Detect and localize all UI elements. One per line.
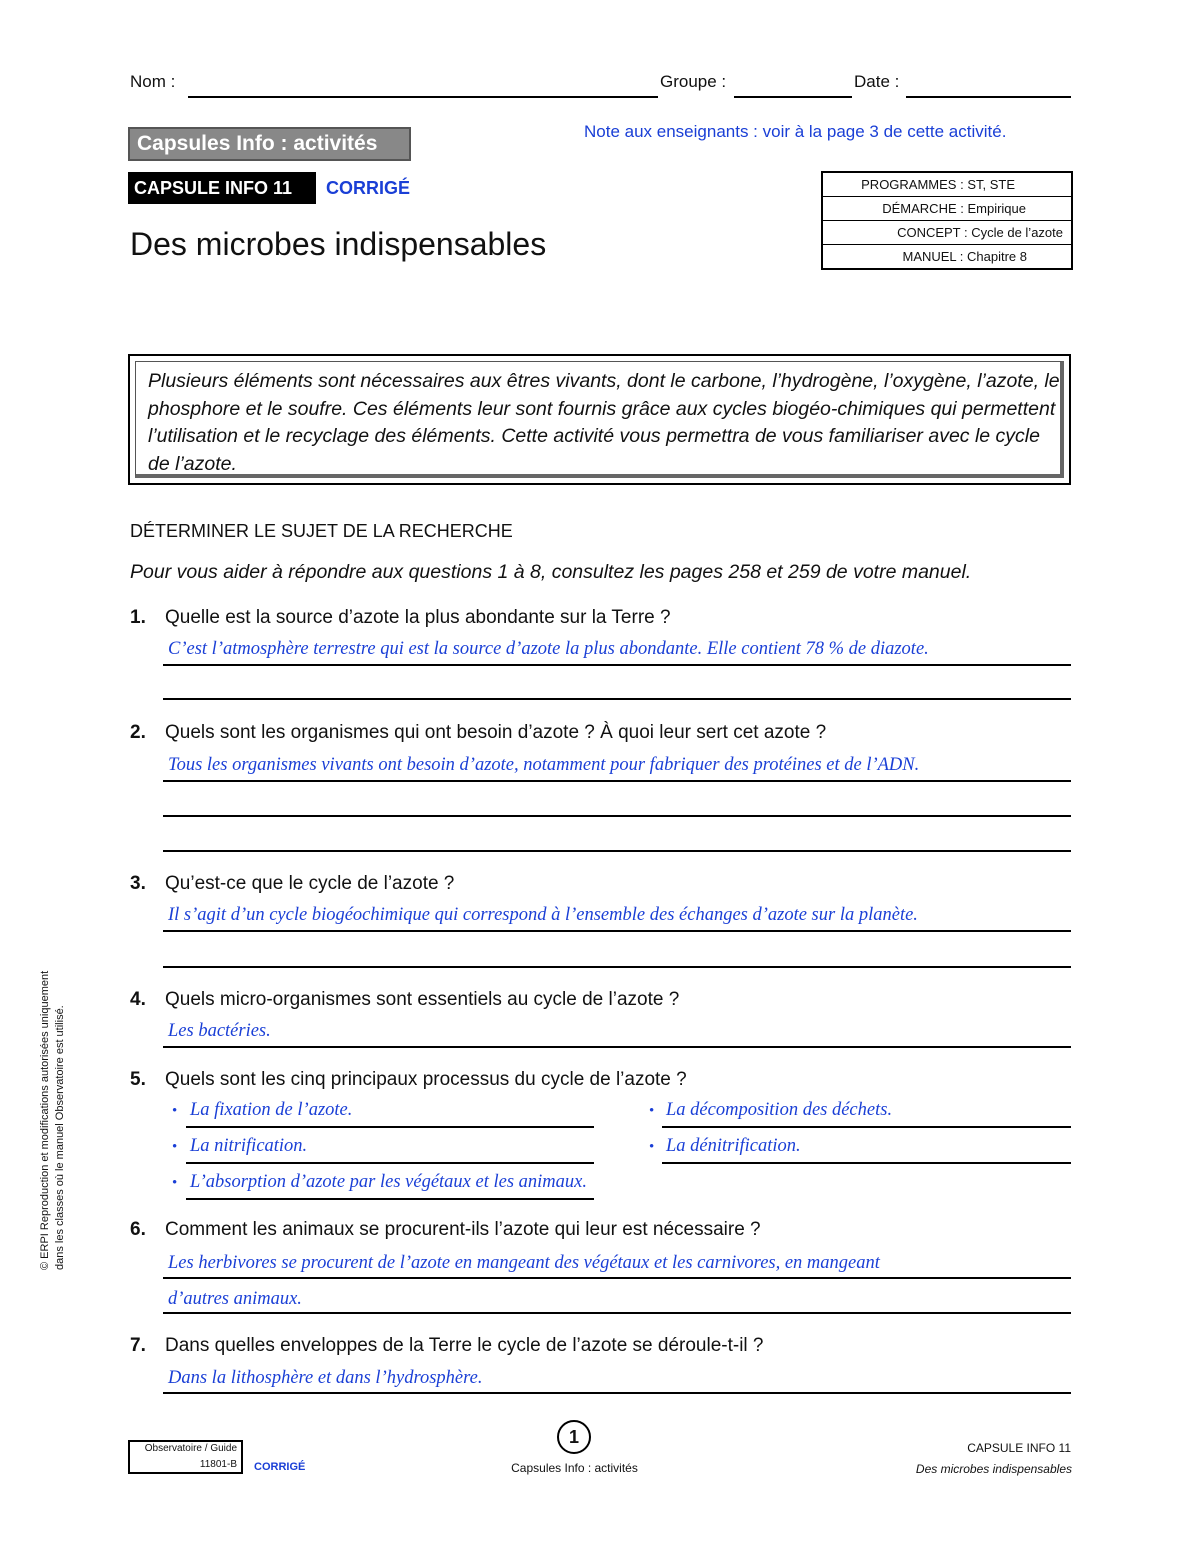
meta-box bbox=[821, 171, 1073, 270]
answer-line[interactable] bbox=[662, 1162, 1071, 1164]
nom-label: Nom : bbox=[130, 72, 176, 91]
answer-text: C’est l’atmosphère terrestre qui est la source d’azote la plus abondante. Elle contient 78 % de diazote. bbox=[168, 639, 929, 659]
capsules-info-tag: Capsules Info : activités bbox=[128, 127, 411, 161]
question-number: 2. bbox=[130, 722, 146, 743]
bullet-icon: • bbox=[172, 1175, 178, 1191]
answer-text: Les herbivores se procurent de l’azote en mangeant des végétaux et les carnivores, en mangeant bbox=[168, 1253, 880, 1273]
answer-line[interactable] bbox=[186, 1126, 594, 1128]
meta-programmes: PROGRAMMES : ST, STE bbox=[823, 173, 1071, 197]
intro-text: Plusieurs éléments sont nécessaires aux êtres vivants, dont le carbone, l’hydrogène, l’oxygène, l’azote, le phosphore et le soufre. Ces éléments leur sont fournis grâce aux cycles biogéo-chimiques qui permettent l’utilisation et le recyclage des éléments. Cette activité vous permettra de vous familiariser avec le cycle de l’azote. bbox=[148, 370, 1060, 475]
answer-text: Il s’agit d’un cycle biogéochimique qui correspond à l’ensemble des échanges d’azote sur la planète. bbox=[168, 905, 918, 925]
question-number: 1. bbox=[130, 607, 146, 628]
answer-line[interactable] bbox=[163, 698, 1071, 700]
groupe-label: Groupe : bbox=[660, 72, 727, 91]
footer-center-label: Capsules Info : activités bbox=[511, 1461, 638, 1475]
observatoire-code: 11801-B bbox=[199, 1459, 237, 1470]
page-number: 1 bbox=[557, 1420, 591, 1454]
answer-line[interactable] bbox=[186, 1162, 594, 1164]
question-text: Quels micro-organismes sont essentiels au cycle de l’azote ? bbox=[165, 989, 680, 1010]
date-label: Date : bbox=[854, 72, 900, 91]
process-item: La nitrification. bbox=[190, 1136, 308, 1156]
answer-line[interactable] bbox=[163, 1392, 1071, 1394]
note-enseignants: Note aux enseignants : voir à la page 3 de cette activité. bbox=[584, 122, 1007, 141]
footer-title: Des microbes indispensables bbox=[915, 1462, 1072, 1476]
question-text: Qu’est-ce que le cycle de l’azote ? bbox=[165, 873, 455, 894]
footer-capsule-info: CAPSULE INFO 11 bbox=[967, 1441, 1071, 1455]
bullet-icon: • bbox=[649, 1139, 655, 1155]
answer-line[interactable] bbox=[163, 815, 1071, 817]
process-item: La fixation de l’azote. bbox=[190, 1100, 353, 1120]
question-text: Quels sont les cinq principaux processus du cycle de l’azote ? bbox=[165, 1069, 687, 1090]
answer-line[interactable] bbox=[163, 850, 1071, 852]
date-line[interactable] bbox=[906, 96, 1071, 98]
question-text: Quels sont les organismes qui ont besoin d’azote ? À quoi leur sert cet azote ? bbox=[165, 722, 827, 743]
answer-text: d’autres animaux. bbox=[168, 1289, 302, 1309]
answer-text: Les bactéries. bbox=[168, 1021, 271, 1041]
answer-text: Tous les organismes vivants ont besoin d’azote, notamment pour fabriquer des protéines et de l’ADN. bbox=[168, 755, 920, 775]
question-number: 3. bbox=[130, 873, 146, 894]
meta-demarche: DÉMARCHE : Empirique bbox=[823, 197, 1071, 221]
question-number: 7. bbox=[130, 1335, 146, 1356]
meta-concept: CONCEPT : Cycle de l’azote bbox=[823, 221, 1071, 245]
footer-corrige: CORRIGÉ bbox=[254, 1461, 306, 1473]
page-title: Des microbes indispensables bbox=[130, 226, 547, 262]
capsule-info-tag: CAPSULE INFO 11 bbox=[128, 172, 316, 204]
question-text: Quelle est la source d’azote la plus abondante sur la Terre ? bbox=[165, 607, 671, 628]
helper-text: Pour vous aider à répondre aux questions 1 à 8, consultez les pages 258 et 259 de votre manuel. bbox=[130, 561, 972, 583]
corrige-label: CORRIGÉ bbox=[326, 178, 411, 198]
nom-line[interactable] bbox=[188, 96, 658, 98]
answer-line[interactable] bbox=[163, 1277, 1071, 1279]
process-item: L’absorption d’azote par les végétaux et les animaux. bbox=[190, 1172, 588, 1192]
question-number: 5. bbox=[130, 1069, 146, 1090]
answer-line[interactable] bbox=[186, 1198, 594, 1200]
answer-line[interactable] bbox=[163, 780, 1071, 782]
answer-line[interactable] bbox=[163, 1312, 1071, 1314]
observatoire-guide: Observatoire / Guide bbox=[144, 1443, 237, 1454]
question-number: 6. bbox=[130, 1219, 146, 1240]
groupe-line[interactable] bbox=[734, 96, 852, 98]
question-text: Comment les animaux se procurent-ils l’azote qui leur est nécessaire ? bbox=[165, 1219, 761, 1240]
intro-box bbox=[128, 354, 1071, 485]
bullet-icon: • bbox=[172, 1103, 178, 1119]
bullet-icon: • bbox=[649, 1103, 655, 1119]
answer-line[interactable] bbox=[163, 1046, 1071, 1048]
answer-line[interactable] bbox=[662, 1126, 1071, 1128]
question-number: 4. bbox=[130, 989, 146, 1010]
process-item: La dénitrification. bbox=[666, 1136, 801, 1156]
observatoire-box bbox=[128, 1440, 243, 1474]
answer-text: Dans la lithosphère et dans l’hydrosphère. bbox=[168, 1368, 483, 1388]
meta-manuel: MANUEL : Chapitre 8 bbox=[902, 249, 1027, 264]
answer-line[interactable] bbox=[163, 664, 1071, 666]
copyright-line: dans les classes où le manuel Observatoire est utilisé. bbox=[54, 1005, 66, 1270]
question-text: Dans quelles enveloppes de la Terre le cycle de l’azote se déroule-t-il ? bbox=[165, 1335, 764, 1356]
answer-line[interactable] bbox=[163, 966, 1071, 968]
answer-line[interactable] bbox=[163, 930, 1071, 932]
copyright-line: © ERPI Reproduction et modifications autorisées uniquement bbox=[39, 970, 51, 1270]
process-item: La décomposition des déchets. bbox=[666, 1100, 893, 1120]
section-title: DÉTERMINER LE SUJET DE LA RECHERCHE bbox=[130, 521, 513, 541]
bullet-icon: • bbox=[172, 1139, 178, 1155]
